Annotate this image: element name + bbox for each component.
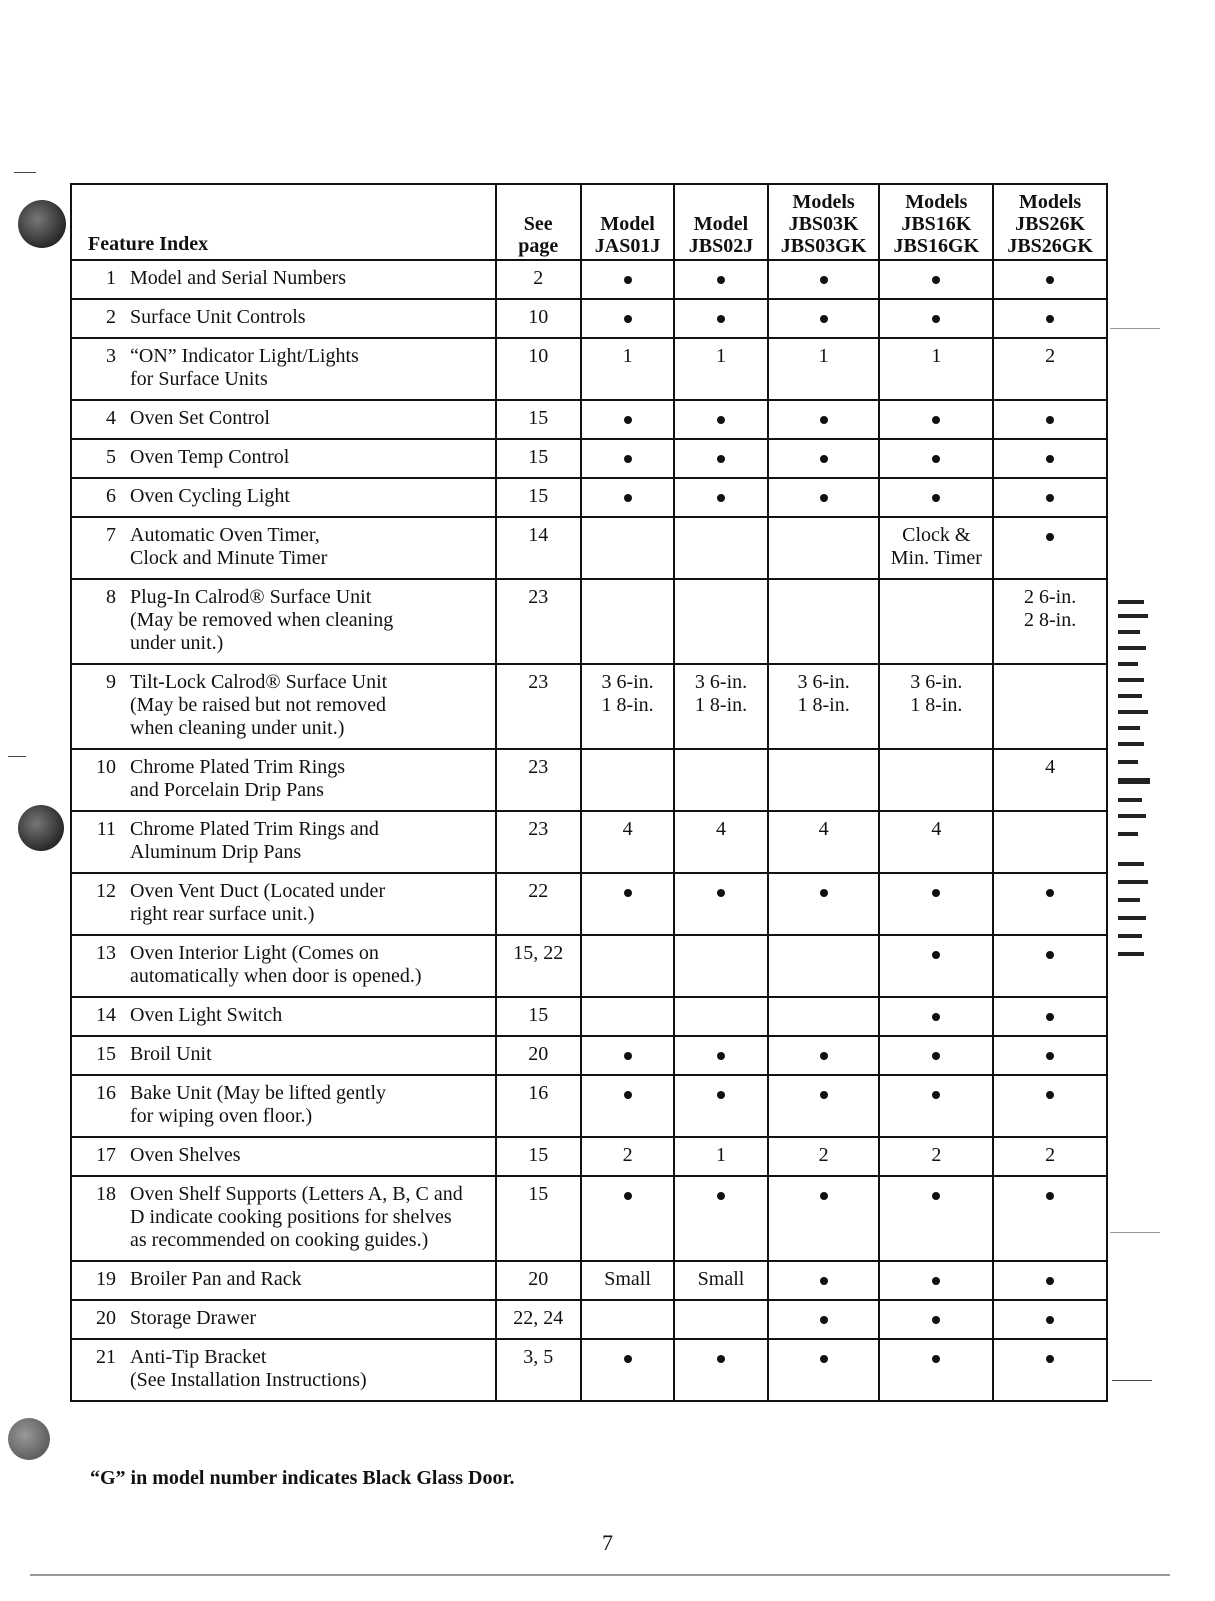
feature-number: 12 [96,880,116,902]
see-page-cell: 15 [496,478,581,517]
feature-number: 2 [106,306,116,328]
feature-included-dot [879,400,993,439]
table-row [71,400,1107,439]
footnote: “G” in model number indicates Black Glass Door. [90,1467,515,1489]
binder-hole-top [18,200,66,248]
feature-name: Model and Serial Numbers [130,267,347,289]
feature-name: Oven Vent Duct (Located under right rear surface unit.) [130,880,386,925]
bullet-dot-icon [932,1192,940,1200]
feature-included-dot [879,478,993,517]
bullet-dot-icon [820,1277,828,1285]
bullet-dot-icon [624,494,632,502]
margin-mark [1110,1232,1160,1233]
feature-included-dot [768,478,880,517]
table-body [71,260,1107,1401]
see-page-cell: 20 [496,1036,581,1075]
model-value-cell [674,935,767,997]
feature-number: 8 [106,586,116,608]
model-value-cell [768,517,880,579]
feature-name: Oven Set Control [130,407,270,429]
feature-name: Tilt-Lock Calrod® Surface Unit (May be raised but not removed when cleaning under unit.) [130,671,388,739]
bullet-dot-icon [1046,416,1054,424]
bullet-dot-icon [624,1091,632,1099]
bullet-dot-icon [932,1091,940,1099]
model-value-cell: 1 [581,338,674,400]
model-value-cell [581,749,674,811]
feature-cell [71,260,496,299]
margin-mark [8,756,26,757]
model-value-cell [581,579,674,664]
model-value-cell: 4 [674,811,767,873]
feature-included-dot [879,935,993,997]
feature-number: 4 [106,407,116,429]
bullet-dot-icon [624,455,632,463]
bullet-dot-icon [717,455,725,463]
bullet-dot-icon [1046,889,1054,897]
model-value-cell [768,579,880,664]
see-page-cell: 2 [496,260,581,299]
see-page-cell: 10 [496,299,581,338]
feature-cell [71,1339,496,1401]
bullet-dot-icon [1046,1316,1054,1324]
bullet-dot-icon [717,1052,725,1060]
feature-number: 16 [96,1082,116,1104]
feature-included-dot [768,260,880,299]
feature-included-dot [993,478,1107,517]
table-row [71,873,1107,935]
bullet-dot-icon [624,416,632,424]
table-row [71,1075,1107,1137]
feature-included-dot [581,299,674,338]
margin-mark [14,172,36,173]
model-value-cell: 4 [879,811,993,873]
bullet-dot-icon [820,1192,828,1200]
see-page-cell: 15 [496,1137,581,1176]
bullet-dot-icon [1046,315,1054,323]
bullet-dot-icon [717,494,725,502]
see-page-cell: 23 [496,811,581,873]
feature-name: Chrome Plated Trim Rings and Porcelain Drip Pans [130,756,346,801]
bullet-dot-icon [932,1316,940,1324]
feature-included-dot [993,935,1107,997]
feature-name: Plug-In Calrod® Surface Unit (May be removed when cleaning under unit.) [130,586,394,654]
bullet-dot-icon [1046,276,1054,284]
see-page-cell: 10 [496,338,581,400]
feature-cell [71,749,496,811]
feature-included-dot [879,1036,993,1075]
scan-edge-marks [1118,600,1158,980]
bullet-dot-icon [624,315,632,323]
feature-name: Oven Cycling Light [130,485,290,507]
bullet-dot-icon [932,315,940,323]
feature-cell [71,1300,496,1339]
feature-included-dot [581,1176,674,1261]
feature-included-dot [674,260,767,299]
feature-name: Broiler Pan and Rack [130,1268,302,1290]
feature-number: 9 [106,671,116,693]
feature-included-dot [581,1036,674,1075]
feature-name: Bake Unit (May be lifted gently for wiping oven floor.) [130,1082,387,1127]
see-page-cell: 20 [496,1261,581,1300]
binder-hole-middle [18,805,64,851]
feature-cell [71,1075,496,1137]
bullet-dot-icon [717,416,725,424]
feature-included-dot [879,1300,993,1339]
model-value-cell [581,997,674,1036]
bullet-dot-icon [1046,1355,1054,1363]
feature-name: Anti-Tip Bracket (See Installation Instructions) [130,1346,367,1391]
table-row [71,299,1107,338]
feature-included-dot [674,1339,767,1401]
feature-included-dot [879,439,993,478]
table-row [71,338,1107,400]
feature-cell [71,299,496,338]
see-page-cell: 22, 24 [496,1300,581,1339]
bullet-dot-icon [932,455,940,463]
bullet-dot-icon [1046,455,1054,463]
model-value-cell: 1 [768,338,880,400]
bullet-dot-icon [624,889,632,897]
page-number: 7 [602,1530,613,1555]
see-page-cell: 15 [496,997,581,1036]
model-value-cell: 2 6-in. 2 8-in. [993,579,1107,664]
feature-number: 13 [96,942,116,964]
model-value-cell: Small [674,1261,767,1300]
bullet-dot-icon [1046,1052,1054,1060]
feature-included-dot [768,873,880,935]
model-value-cell: 4 [993,749,1107,811]
feature-included-dot [581,1339,674,1401]
feature-included-dot [993,1261,1107,1300]
feature-number: 14 [96,1004,116,1026]
feature-included-dot [674,1075,767,1137]
feature-included-dot [768,1300,880,1339]
model-value-cell: 1 [674,1137,767,1176]
table-row [71,1176,1107,1261]
feature-cell [71,664,496,749]
table-row [71,439,1107,478]
feature-name: Broil Unit [130,1043,212,1065]
model-value-cell: 3 6-in. 1 8-in. [879,664,993,749]
model-value-cell [674,579,767,664]
feature-cell [71,1261,496,1300]
see-page-cell: 16 [496,1075,581,1137]
bullet-dot-icon [1046,494,1054,502]
table-row [71,935,1107,997]
feature-cell [71,478,496,517]
model-value-cell: Small [581,1261,674,1300]
model-value-cell: 3 6-in. 1 8-in. [581,664,674,749]
see-page-cell: 15 [496,439,581,478]
feature-included-dot [674,299,767,338]
feature-cell [71,579,496,664]
table-row [71,1339,1107,1401]
bullet-dot-icon [624,1052,632,1060]
feature-cell [71,1137,496,1176]
feature-included-dot [674,873,767,935]
model-value-cell [879,579,993,664]
feature-included-dot [993,1339,1107,1401]
feature-number: 3 [106,345,116,367]
bullet-dot-icon [820,455,828,463]
feature-included-dot [993,1176,1107,1261]
feature-included-dot [768,1176,880,1261]
bullet-dot-icon [624,1192,632,1200]
feature-cell [71,400,496,439]
margin-mark [1112,1380,1152,1381]
bullet-dot-icon [624,1355,632,1363]
feature-included-dot [879,1339,993,1401]
see-page-cell: 15, 22 [496,935,581,997]
feature-included-dot [581,439,674,478]
feature-included-dot [674,1036,767,1075]
feature-included-dot [879,997,993,1036]
feature-number: 21 [96,1346,116,1368]
bullet-dot-icon [624,276,632,284]
model-value-cell: 3 6-in. 1 8-in. [768,664,880,749]
model-value-cell: 2 [993,338,1107,400]
model-value-cell: 4 [581,811,674,873]
feature-cell [71,1176,496,1261]
feature-included-dot [993,400,1107,439]
feature-cell [71,935,496,997]
feature-number: 1 [106,267,116,289]
feature-included-dot [768,1261,880,1300]
table-row [71,997,1107,1036]
bullet-dot-icon [820,1091,828,1099]
feature-included-dot [768,1075,880,1137]
feature-number: 10 [96,756,116,778]
feature-included-dot [581,260,674,299]
bullet-dot-icon [717,276,725,284]
table-row [71,1300,1107,1339]
table-row [71,478,1107,517]
table-row [71,749,1107,811]
see-page-cell: 23 [496,579,581,664]
bullet-dot-icon [820,1316,828,1324]
bullet-dot-icon [1046,533,1054,541]
bullet-dot-icon [1046,951,1054,959]
model-value-cell: 2 [879,1137,993,1176]
feature-included-dot [993,260,1107,299]
bullet-dot-icon [820,1355,828,1363]
model-value-cell: 2 [768,1137,880,1176]
feature-name: Automatic Oven Timer, Clock and Minute Timer [130,524,328,569]
table-row [71,1137,1107,1176]
feature-included-dot [879,1176,993,1261]
model-value-cell [768,935,880,997]
model-value-cell [674,517,767,579]
bullet-dot-icon [932,1052,940,1060]
model-value-cell [674,749,767,811]
feature-number: 19 [96,1268,116,1290]
see-page-cell: 23 [496,664,581,749]
feature-included-dot [993,873,1107,935]
bullet-dot-icon [932,494,940,502]
feature-name: “ON” Indicator Light/Lights for Surface Units [130,345,359,390]
table-row [71,260,1107,299]
bullet-dot-icon [820,1052,828,1060]
header-model-jbs02j: Model JBS02J [674,184,767,260]
feature-included-dot [993,299,1107,338]
bullet-dot-icon [932,276,940,284]
feature-cell [71,439,496,478]
model-value-cell: 2 [581,1137,674,1176]
feature-included-dot [768,299,880,338]
bullet-dot-icon [932,416,940,424]
model-value-cell: 3 6-in. 1 8-in. [674,664,767,749]
feature-name: Oven Shelves [130,1144,241,1166]
bottom-scan-rule [30,1574,1170,1576]
feature-included-dot [581,873,674,935]
feature-number: 11 [96,818,116,840]
feature-included-dot [879,260,993,299]
bullet-dot-icon [717,315,725,323]
feature-number: 17 [96,1144,116,1166]
feature-included-dot [768,439,880,478]
see-page-cell: 23 [496,749,581,811]
feature-included-dot [993,997,1107,1036]
feature-name: Surface Unit Controls [130,306,306,328]
feature-number: 18 [96,1183,116,1205]
table-row [71,579,1107,664]
model-value-cell [581,935,674,997]
feature-included-dot [993,517,1107,579]
feature-cell [71,1036,496,1075]
model-value-cell: 1 [879,338,993,400]
model-value-cell [768,749,880,811]
feature-included-dot [879,1075,993,1137]
header-feature-index: Feature Index [71,184,496,260]
feature-included-dot [674,439,767,478]
feature-name: Oven Light Switch [130,1004,283,1026]
table-row [71,1036,1107,1075]
model-value-cell: 4 [768,811,880,873]
feature-number: 15 [96,1043,116,1065]
bullet-dot-icon [820,416,828,424]
feature-included-dot [768,400,880,439]
feature-cell [71,997,496,1036]
model-value-cell: 2 [993,1137,1107,1176]
feature-name: Oven Shelf Supports (Letters A, B, C and D indicate cooking positions for shelves as recommended on cooking guides.) [130,1183,463,1251]
feature-name: Oven Interior Light (Comes on automatically when door is opened.) [130,942,422,987]
model-value-cell [879,749,993,811]
feature-included-dot [768,1339,880,1401]
bullet-dot-icon [932,951,940,959]
header-model-jas01j: Model JAS01J [581,184,674,260]
feature-included-dot [768,1036,880,1075]
bullet-dot-icon [1046,1192,1054,1200]
bullet-dot-icon [932,1355,940,1363]
feature-included-dot [581,1075,674,1137]
table-header-row [71,184,1107,260]
feature-included-dot [581,478,674,517]
header-models-jbs16k: Models JBS16K JBS16GK [879,184,993,260]
model-value-cell [581,517,674,579]
model-value-cell [674,1300,767,1339]
bullet-dot-icon [717,889,725,897]
bullet-dot-icon [932,889,940,897]
model-value-cell: 1 [674,338,767,400]
feature-number: 5 [106,446,116,468]
feature-included-dot [879,1261,993,1300]
see-page-cell: 15 [496,400,581,439]
model-value-cell [768,997,880,1036]
model-value-cell [674,997,767,1036]
feature-included-dot [993,1036,1107,1075]
feature-included-dot [581,400,674,439]
feature-included-dot [674,478,767,517]
see-page-cell: 15 [496,1176,581,1261]
feature-name: Storage Drawer [130,1307,257,1329]
feature-name: Chrome Plated Trim Rings and Aluminum Drip Pans [130,818,379,863]
bullet-dot-icon [932,1013,940,1021]
feature-included-dot [879,299,993,338]
table-row [71,811,1107,873]
bullet-dot-icon [1046,1013,1054,1021]
bullet-dot-icon [717,1091,725,1099]
feature-cell [71,873,496,935]
feature-cell [71,517,496,579]
feature-number: 20 [96,1307,116,1329]
bullet-dot-icon [820,315,828,323]
see-page-cell: 22 [496,873,581,935]
model-value-cell [993,664,1107,749]
bullet-dot-icon [932,1277,940,1285]
feature-number: 7 [106,524,116,546]
bullet-dot-icon [717,1355,725,1363]
table-row [71,517,1107,579]
feature-included-dot [993,1075,1107,1137]
bullet-dot-icon [1046,1091,1054,1099]
model-value-cell: Clock & Min. Timer [879,517,993,579]
feature-included-dot [993,439,1107,478]
bullet-dot-icon [717,1192,725,1200]
feature-included-dot [879,873,993,935]
feature-cell [71,811,496,873]
feature-cell [71,338,496,400]
feature-included-dot [993,1300,1107,1339]
bullet-dot-icon [820,889,828,897]
bullet-dot-icon [820,494,828,502]
margin-mark [1110,328,1160,329]
feature-included-dot [674,400,767,439]
model-value-cell [993,811,1107,873]
feature-index-table [70,183,1108,1402]
model-value-cell [581,1300,674,1339]
binder-hole-bottom [8,1418,50,1460]
header-see-page: See page [496,184,581,260]
bullet-dot-icon [1046,1277,1054,1285]
table-row [71,664,1107,749]
see-page-cell: 14 [496,517,581,579]
feature-included-dot [674,1176,767,1261]
bullet-dot-icon [820,276,828,284]
see-page-cell: 3, 5 [496,1339,581,1401]
feature-name: Oven Temp Control [130,446,290,468]
feature-number: 6 [106,485,116,507]
header-models-jbs03k: Models JBS03K JBS03GK [768,184,880,260]
table-row [71,1261,1107,1300]
header-models-jbs26k: Models JBS26K JBS26GK [993,184,1107,260]
